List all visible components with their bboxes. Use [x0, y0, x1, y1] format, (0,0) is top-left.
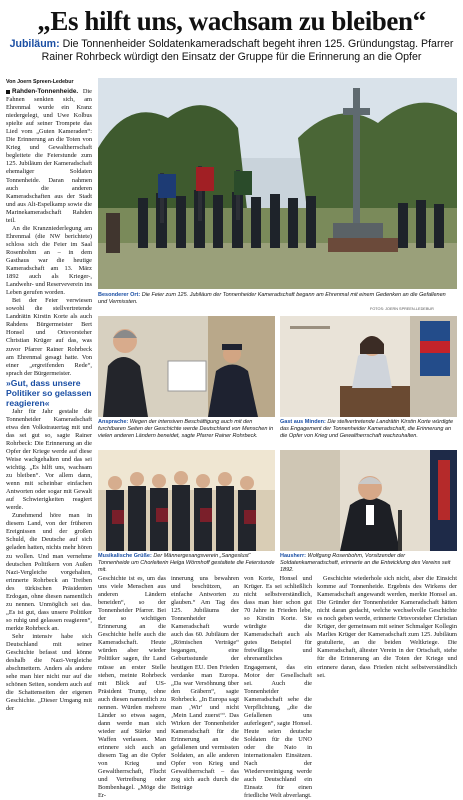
caption-text: Wolfgang Rosenbohm, Vorsitzender der Soldatenkameradschaft, erinnerte an die Entwicklung des Vereins seit 1892.	[280, 553, 451, 573]
caption-label: Besonderer Ort:	[98, 292, 141, 298]
photo-pastor-speech	[98, 316, 275, 417]
dateline: Rahden-Tonnenheide.	[12, 88, 79, 95]
subhead-text: Die Tonnenheider Soldatenkameradschaft begeht ihren 125. Gründungstag. Pfarrer Rainer Rohrbeck würdigt den Einsatz der Gruppe für die Erinnerung an die Opfer	[41, 38, 454, 63]
paragraph: Sehr intensiv habe sich Deutschland mit seiner Geschichte befasst und könne deshalb die Nazi-Vergleiche abschmettern. Anders als andere sehe man hier nicht nur auf die schönen Seiten, sondern auch auf die Schattenseiten der eigenen Geschichte. „Dieser Umgang mit der	[6, 633, 92, 713]
text-column-2	[98, 575, 166, 800]
text-column-1	[6, 88, 92, 756]
photo-host	[280, 450, 457, 551]
photo-memorial-ceremony	[98, 78, 457, 289]
subheadline	[8, 38, 455, 64]
paragraph-marker-icon	[6, 90, 10, 94]
photo-guest-speaker	[280, 316, 457, 417]
caption-choir-photo	[98, 553, 275, 574]
paragraph: Die Fahnen senkten sich, am Ehrenmal wurde ein Kranz niedergelegt, und Uwe Kolbus spielte auf seiner Trompete das Lied vom „Guten Kameraden“: Die Erinnerung an die Toten von Krieg und Gewaltherrschaft begleitete die Feierstunde zum 125. Jubiläum der Kameradschaft ehemaliger Soldaten Tonnenheide. Daran nahmen auch die anderen Kameradschaften aus der Stadt und aus Alt-Espelkamp sowie die Marinekameradschaft Rahden teil.	[6, 88, 92, 224]
kicker: Jubiläum:	[9, 38, 60, 50]
paragraph: von Korte, Honsel und Krüger. Es sei schließlich nicht selbstverständlich, dass man hier schon gut 70 Jahre in Frieden lebe, so Kirstin Korte. Sie würdigte die Kameradschaft auch als gutes Beispiel für freiwilliges und ehrenamtliches Engagement, das ein Motor der Gesellschaft sei. Auch die Tonnenheider Kameradschaft sehe die Verpflichtung, „die die Gefallenen uns auferlegen“, sagte Honsel. Heute seien deutsche Soldaten für die UNO oder die Nato in internationalen Einsätzen. Nach der Wiedervereinigung werde auch Deutschland ein Einsatz für einen friedliche Welt abverlangt.	[244, 575, 312, 800]
paragraph: Bei der Feier verwiesen sowohl die stellvertretende Landrätin Kirstin Korte als auch Rahdens Bürgermeister Bert Honsel und Ortsvorsteher Christian Krüger auf das, was zuvor Pfarrer Rainer Rohrbeck am Ehrenmal gesagt hatte. Von einer „ergreifenden Rede“, sprach der Bürgermeister.	[6, 297, 92, 377]
text-column-5	[317, 575, 457, 757]
caption-label: Hausherr:	[280, 553, 306, 559]
author-line: Von Joern Spreen-Ledebur	[6, 79, 74, 85]
text-column-3	[171, 575, 239, 792]
caption-label: Musikalische Grüße:	[98, 553, 152, 559]
caption-label: Ansprache:	[98, 419, 129, 425]
pullquote: »Gut, dass unsere Politiker so gelassen reagieren«	[6, 377, 92, 408]
caption-main-photo	[98, 292, 448, 306]
paragraph: Geschichte wiederhole sich nicht, aber die Einsicht komme auf Tonnenheide. Ergebnis des Wirkens der Kameradschaft angewandt werden, merkte Honsel an. Die Gründer der Tonnenheider Kameradschaft hätten nicht daran gedacht, welche wechselvolle Geschichte es noch geben werde, erinnerte Ortsvorsteher Christian Krüger, der gemeinsam mit seiner Schmalger Kollegin Marlies Krüger der Kameradschaft zum 125. Jubiläum gratulierte, an die beiden Weltkriege. Die Kameradschaft, ältester Verein in der Ortschaft, stehe für die Erinnerung an die Toten der Kriege und erinnere daran, dass Frieden nicht selbstverständlich sei.	[317, 575, 457, 679]
caption-text: Die stellvertretende Landrätin Kirstin Korte würdigte das Engagement der Tonnenheider Kameradschaft, die Erinnerung an die Opfer von Krieg und Gewaltherrschaft wachzuhalten.	[280, 419, 454, 439]
photo-choir	[98, 450, 275, 551]
caption-guest-photo	[280, 419, 457, 440]
photo-credit: FOTOS: JOERN SPREEN-LEDEBUR	[370, 307, 434, 311]
caption-text: Der Männergesangsverein „Sangeslust“ Tonnenheide um Chorleiterin Helga Wörmhoff gestaltete die Feierstunde mit.	[98, 553, 275, 573]
headline: „Es hilft uns, wachsam zu bleiben“	[37, 6, 426, 36]
paragraph: Geschichte ist es, um das uns viele Menschen aus anderen Ländern beneiden“, so der Tonnenheider Pfarrer. Bei der so wichtigen Erinnerung an die Geschichte helfe auch die Kameradschaft. Heute würden aber wieder Politiker sagen, ihr Land müsse an erster Stelle stehen, meinte Rohrbeck mit Blick auf US-Präsident Trump, ohne auch diesen namentlich zu nennen. Würden mehrere Länder so etwas sagen, dann werde man sich wieder auf Stärke und Waffen verlassen. Man erinnere sich auch an diesem Tag an die Opfer von Krieg und Gewaltherrschaft, Flucht und Vertreibung oder Bombenhagel. „Möge die Er-	[98, 575, 166, 800]
paragraph: Jahr für Jahr gestalte die Tonnenheider Kameradschaft etwa den Volkstrauertag mit und das sei gut so, sagte Rainer Rohrbeck: Die Erinnerung an die Opfer der Kriege werde auf diese Weise wachgehalten und das sei wichtig. „Es hilft uns, wachsam zu bleiben“. Vor allem dann, wenn mit scheinbar einfachen Antworten oder sogar mit Gewalt auf Schwierigkeiten reagiert werde.	[6, 407, 92, 512]
paragraph: An die Kranzniederlegung am Ehrenmal (die NW berichtete) schloss sich die Feier im Saal Rosenbohm an – in dem Gasthaus war die heutige Kameradschaft am 13. März 1892 auch als Krieger-, Landwehr- und Reserveverein ins Leben gerufen worden.	[6, 224, 92, 297]
paragraph: Zunehmend höre man in diesem Land, von der früheren Ereignissen und der großen Schuld, die Deutsche auf sich geladen hatten, nichts mehr hören zu wollen. Und man vernehme deutschen Politikern von Außen Nazi-Vergleiche vorgehalten, erinnerte Rohrbeck an Treiben des türkischen Präsidenten Erdogan, ohne diesen namentlich zu nennen. Unmöglich sei das. „Es ist gut, dass unsere Politiker so ruhig und gelassen reagieren“, merkte Rohrbeck an.	[6, 512, 92, 632]
caption-text: Die Feier zum 125. Jubiläum der Tonnenheider Kameradschaft begann am Ehrenmal mit einem Gedenken an die Gefallenen und Vermissten.	[98, 292, 446, 305]
paragraph: innerung uns bewahren und beschützen, an einfache Antworten zu glauben.“ Am Tag des 125. Jubiläums der Tonnenheider Kameradschaft wurde auch das 60. Jubiläum der „Römischen Verträge“ begangen, eine Geburtsstunde der heutigen EU. Den Frieden verdanke man Europa. „Da war Versöhnung über den Gräbern“, sagte Rohrbeck. „In Europa sagt man ‚Wir‘ und nicht ‚Mein Land zuerst‘“. Das Wirken der Tonnenheider Kameradschaft für die Erinnerung an die gefallenen und vermissten Soldaten, an alle anderen Opfer von Krieg und Gewaltherrschaft – das zog sich auch durch die Beiträge	[171, 575, 239, 792]
text-column-4	[244, 575, 312, 800]
caption-label: Gast aus Minden:	[280, 419, 326, 425]
caption-speech-photo	[98, 419, 275, 440]
caption-text: Wegen der intensiven Beschäftigung auch mit den furchtbaren Seiten der Geschichte werde Deutschland von Menschen in vielen anderen Ländern beneidet, sagte Pfarrer Rainer Rohrbeck.	[98, 419, 274, 439]
caption-host-photo	[280, 553, 457, 574]
